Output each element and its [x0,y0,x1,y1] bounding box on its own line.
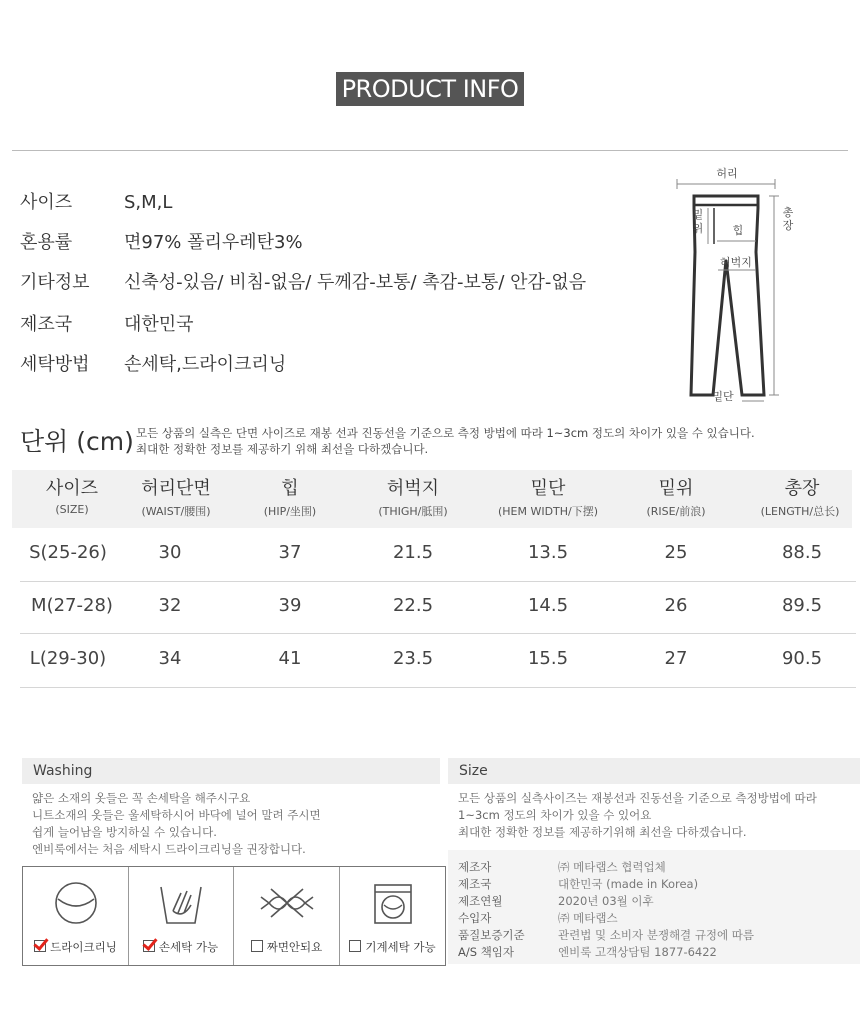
header-thigh: 허벅지 [386,478,440,499]
header-length: 총장 [784,478,820,499]
divider [12,150,848,151]
cell-thigh: 22.5 [392,595,434,616]
info-value: 면97% 폴리우레탄3% [124,232,303,253]
info-label: 혼용률 [20,232,73,253]
cell-hem: 15.5 [527,648,569,669]
cell-waist: 34 [158,648,182,669]
washing-panel [22,758,440,858]
care-item-hand-wash [128,867,234,965]
cell-length: 89.5 [781,595,823,616]
hip-label: 힙 [732,224,744,237]
header-rise-sub: (RISE/前浪) [646,505,706,518]
unit-note-line: 최대한 정확한 정보를 제공하기 위해 최선을 다하겠습니다. [136,442,429,456]
cell-thigh: 23.5 [392,648,434,669]
checkbox-unchecked [251,940,263,952]
unit-title: 단위 (cm) [20,427,134,456]
cell-size: L(29-30) [29,648,107,669]
cell-size: S(25-26) [29,542,107,563]
pants-measurement-diagram [650,160,810,410]
maker-row: A/S 책임자 엔비룩 고객상담팀 1877-6422 [458,945,717,959]
header-size-sub: (SIZE) [55,503,89,516]
washing-line: 얇은 소재의 옷들은 꼭 손세탁을 해주시구요 [32,791,251,805]
size-panel-line: 최대한 정확한 정보를 제공하기위해 최선을 다하겠습니다. [458,825,747,839]
size-panel-text [448,784,860,841]
rise-label-1: 밑 [692,208,704,221]
care-item-machine-wash [340,867,445,965]
care-item-no-wring [234,867,340,965]
header-length-sub: (LENGTH/总长) [760,505,840,518]
info-label: 사이즈 [20,192,73,213]
checkbox-checked [143,940,155,952]
hand-wash-icon [128,875,233,931]
header-hip-sub: (HIP/坐围) [263,505,317,518]
cell-length: 88.5 [781,542,823,563]
no-wring-icon [234,875,339,931]
header-hem: 밑단 [530,478,566,499]
cell-thigh: 21.5 [392,542,434,563]
info-label: 세탁방법 [20,354,90,375]
header-rise: 밑위 [658,478,694,499]
size-table-header [12,470,852,528]
care-item-dry-clean [23,867,129,965]
cell-rise: 27 [664,648,688,669]
care-label: 손세탁 가능 [128,939,233,955]
maker-row: 제조연월 2020년 03월 이후 [458,894,654,908]
washing-line: 니트소재의 옷들은 울세탁하시어 바닥에 널어 말려 주시면 [32,808,321,822]
info-value: S,M,L [124,192,173,213]
cell-hip: 39 [278,595,302,616]
cell-rise: 26 [664,595,688,616]
header-size: 사이즈 [45,478,99,499]
cell-waist: 32 [158,595,182,616]
care-symbols [22,866,446,966]
thigh-label: 허벅지 [720,256,752,269]
info-row-material [20,228,303,254]
size-panel-title: Size [448,758,860,784]
rise-label-2: 위 [692,222,704,235]
header-hip: 힙 [281,478,299,499]
washing-title: Washing [22,758,440,784]
cell-hip: 41 [278,648,302,669]
size-panel [448,758,860,841]
manufacturer-info [448,850,860,964]
info-row-washing [20,350,286,376]
info-row-size [20,188,172,214]
info-value: 신축성-있음/ 비침-없음/ 두께감-보통/ 촉감-보통/ 안감-없음 [124,272,587,293]
machine-wash-icon [340,875,445,931]
row-divider [20,687,856,688]
care-label: 짜면안되요 [234,939,339,955]
maker-row: 수입자 ㈜ 메타랩스 [458,911,618,925]
header-hem-sub: (HEM WIDTH/下摆) [497,505,599,518]
care-label: 드라이크리닝 [23,939,128,955]
header-thigh-sub: (THIGH/胝围) [378,505,448,518]
hem-label: 밑단 [712,390,734,403]
header-waist-sub: (WAIST/腰围) [141,505,211,518]
info-value: 대한민국 [124,314,194,335]
cell-length: 90.5 [781,648,823,669]
maker-row: 제조국 대한민국 (made in Korea) [458,877,699,891]
info-label: 기타정보 [20,272,90,293]
table-row [20,581,856,633]
cell-hip: 37 [278,542,302,563]
unit-note-line: 모든 상품의 실측은 단면 사이즈로 재봉 선과 진동선을 기준으로 측정 방법에 따라 1~3cm 정도의 차이가 있을 수 있습니다. [136,426,755,440]
washing-text [22,784,440,858]
washing-line: 쉽게 늘어남을 방지하실 수 있습니다. [32,825,217,839]
checkbox-unchecked [349,940,361,952]
size-panel-line: 모든 상품의 실측사이즈는 재봉선과 진동선을 기준으로 측정방법에 따라 [458,791,817,805]
maker-row: 품질보증기준 관련법 및 소비자 분쟁해결 규정에 따름 [458,928,755,942]
waist-label: 허리 [716,167,738,180]
washing-line: 엔비룩에서는 처음 세탁시 드라이크리닝을 권장합니다. [32,842,306,856]
cell-size: M(27-28) [31,595,113,616]
table-row [20,528,856,580]
length-label-1: 총 [782,206,794,219]
info-value: 손세탁,드라이크리닝 [124,354,287,375]
checkbox-checked [34,940,46,952]
info-label: 제조국 [20,314,73,335]
care-label: 기계세탁 가능 [340,939,445,955]
dry-clean-icon [23,875,128,931]
unit-note [136,425,755,457]
size-panel-line: 1~3cm 정도의 차이가 있을 수 있어요 [458,808,652,822]
page-title: PRODUCT INFO [336,72,524,106]
table-row [20,634,856,686]
info-row-etc [20,268,586,294]
header-waist: 허리단면 [141,478,211,499]
length-label-2: 장 [782,219,794,232]
info-row-country [20,310,194,336]
maker-row: 제조자 ㈜ 메타랩스 협력업체 [458,860,666,874]
cell-rise: 25 [664,542,688,563]
cell-hem: 13.5 [527,542,569,563]
cell-hem: 14.5 [527,595,569,616]
cell-waist: 30 [158,542,182,563]
